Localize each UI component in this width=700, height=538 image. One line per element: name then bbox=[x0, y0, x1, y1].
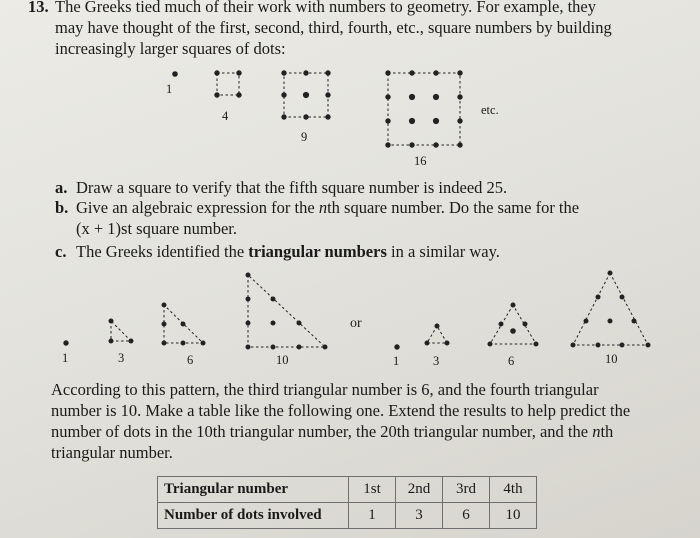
tri-right-10-figure bbox=[571, 271, 650, 347]
tri-left-label-10: 10 bbox=[276, 353, 289, 367]
pattern-var-n: n bbox=[592, 422, 601, 441]
part-c-bold: triangular numbers bbox=[248, 242, 387, 261]
intro-line-3: increasingly larger squares of dots: bbox=[55, 39, 286, 58]
table-row bbox=[158, 477, 537, 503]
tri-left-label-1: 1 bbox=[62, 351, 69, 365]
part-a-text: Draw a square to verify that the fifth square number is indeed 25. bbox=[76, 178, 508, 197]
square-label-16: 16 bbox=[414, 154, 427, 168]
triangle-figures-left bbox=[64, 273, 327, 349]
square-9-figure bbox=[282, 71, 330, 119]
part-c-text-1: The Greeks identified the bbox=[76, 242, 245, 261]
table-row2-header: Number of dots involved bbox=[158, 503, 349, 529]
tri-left-label-6: 6 bbox=[187, 353, 194, 367]
intro-line-2: may have thought of the first, second, third, fourth, etc., square numbers by building bbox=[55, 18, 612, 37]
part-a-label: a. bbox=[55, 178, 68, 197]
tri-left-3-figure bbox=[109, 319, 133, 343]
tri-left-1-dot bbox=[64, 341, 68, 345]
square-label-9: 9 bbox=[301, 130, 308, 144]
part-b-text-2: th square number. Do the same for the bbox=[327, 198, 580, 217]
table-row1-header: Triangular number bbox=[158, 477, 349, 503]
table-row bbox=[158, 503, 537, 529]
triangular-table bbox=[157, 476, 537, 529]
part-c-text bbox=[76, 242, 500, 262]
part-c-text-2: in a similar way. bbox=[391, 242, 500, 261]
square-16-figure bbox=[386, 71, 462, 147]
tri-right-label-10: 10 bbox=[605, 352, 618, 366]
square-figures bbox=[173, 71, 463, 147]
tri-left-6-figure bbox=[162, 303, 205, 345]
tri-left-label-3: 3 bbox=[118, 351, 125, 365]
tri-right-3-figure bbox=[425, 324, 449, 345]
square-etc-label: etc. bbox=[481, 103, 499, 117]
table-cell: 3 bbox=[396, 503, 443, 529]
part-b-text-1: Give an algebraic expression for the bbox=[76, 198, 315, 217]
intro-line-1: The Greeks tied much of their work with numbers to geometry. For example, they bbox=[55, 0, 596, 16]
square-1-dot bbox=[173, 72, 178, 77]
problem-number: 13. bbox=[28, 0, 49, 16]
square-label-4: 4 bbox=[222, 109, 229, 123]
pattern-line-4: triangular number. bbox=[51, 443, 173, 462]
pattern-line-1: According to this pattern, the third triangular number is 6, and the fourth triangular bbox=[51, 380, 599, 399]
part-b-label: b. bbox=[55, 198, 69, 217]
tri-right-label-1: 1 bbox=[393, 354, 400, 368]
square-label-1: 1 bbox=[166, 82, 173, 96]
table-cell: 6 bbox=[443, 503, 490, 529]
pattern-line-end: th bbox=[600, 422, 614, 441]
part-c-label: c. bbox=[55, 242, 67, 261]
table-cell: 3rd bbox=[443, 477, 490, 503]
table-cell: 10 bbox=[490, 503, 537, 529]
tri-right-label-6: 6 bbox=[508, 354, 515, 368]
triangle-figures-right bbox=[395, 271, 650, 349]
tri-or-label: or bbox=[350, 316, 362, 331]
part-b-text-3: (x + 1)st square number. bbox=[76, 219, 237, 238]
part-b-var-n: n bbox=[318, 198, 328, 217]
part-b-text bbox=[76, 198, 579, 218]
square-4-figure bbox=[215, 71, 241, 97]
tri-right-label-3: 3 bbox=[433, 354, 440, 368]
pattern-line-3 bbox=[51, 422, 613, 442]
table-cell: 1st bbox=[349, 477, 396, 503]
tri-right-1-dot bbox=[395, 345, 399, 349]
table-cell: 2nd bbox=[396, 477, 443, 503]
tri-right-6-figure bbox=[488, 303, 538, 346]
table-cell: 4th bbox=[490, 477, 537, 503]
pattern-line-3-text: number of dots in the 10th triangular number, the 20th triangular number, and the bbox=[51, 422, 589, 441]
tri-left-10-figure bbox=[246, 273, 327, 349]
table-cell: 1 bbox=[349, 503, 396, 529]
pattern-line-2: number is 10. Make a table like the following one. Extend the results to help predict the bbox=[51, 401, 631, 420]
